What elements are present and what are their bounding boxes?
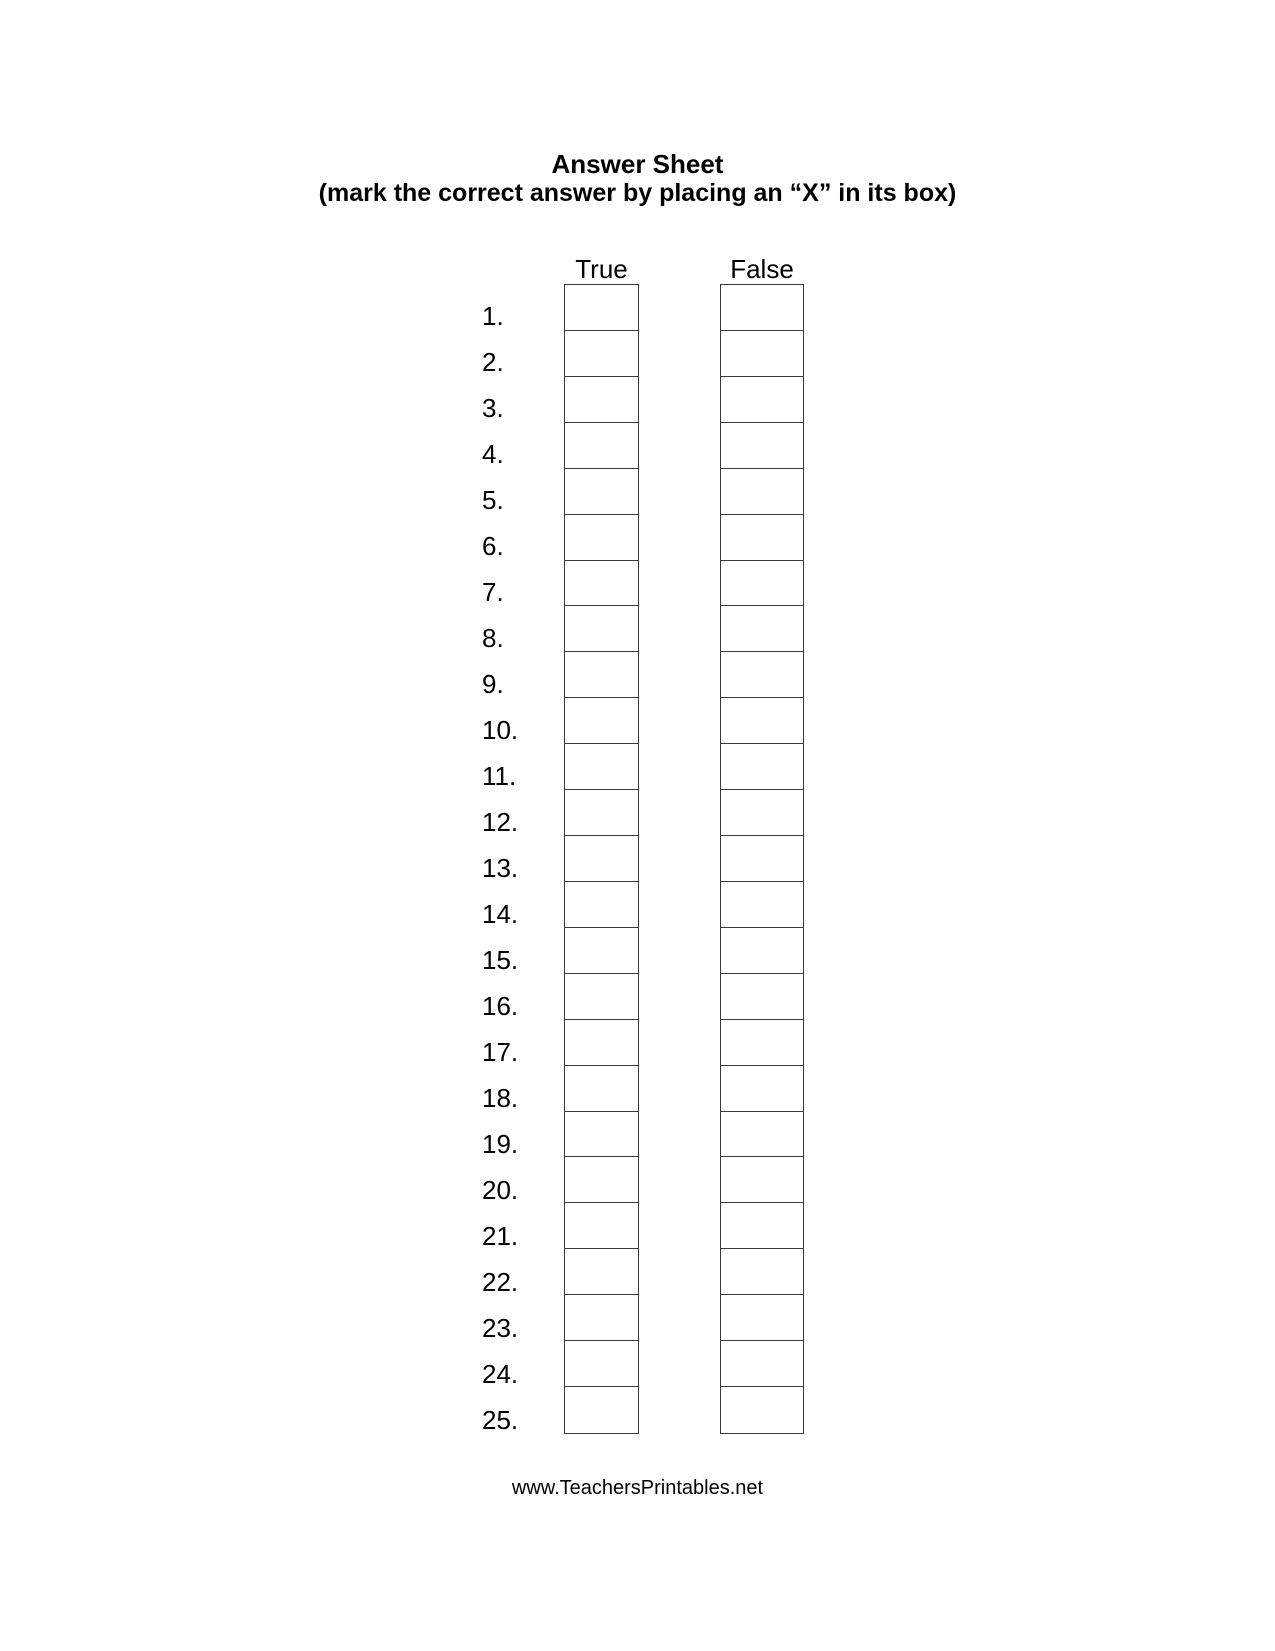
true-answer-box[interactable] bbox=[565, 561, 638, 607]
false-answer-box[interactable] bbox=[721, 515, 803, 561]
true-answer-box[interactable] bbox=[565, 377, 638, 423]
question-number: 19. bbox=[482, 1129, 519, 1159]
false-answer-column bbox=[720, 284, 804, 1434]
false-answer-box[interactable] bbox=[721, 790, 803, 836]
false-answer-box[interactable] bbox=[721, 1203, 803, 1249]
true-answer-box[interactable] bbox=[565, 1203, 638, 1249]
question-number: 21. bbox=[482, 1221, 519, 1251]
question-number: 9. bbox=[482, 669, 504, 699]
true-answer-box[interactable] bbox=[565, 882, 638, 928]
question-number: 17. bbox=[482, 1037, 519, 1067]
false-answer-box[interactable] bbox=[721, 423, 803, 469]
column-header-true: True bbox=[575, 254, 628, 284]
question-number: 11. bbox=[482, 761, 517, 791]
true-answer-box[interactable] bbox=[565, 423, 638, 469]
question-number: 13. bbox=[482, 853, 519, 883]
true-answer-box[interactable] bbox=[565, 928, 638, 974]
false-answer-box[interactable] bbox=[721, 331, 803, 377]
false-answer-box[interactable] bbox=[721, 652, 803, 698]
question-number: 15. bbox=[482, 945, 519, 975]
false-answer-box[interactable] bbox=[721, 1066, 803, 1112]
question-number: 18. bbox=[482, 1083, 519, 1113]
true-answer-box[interactable] bbox=[565, 1295, 638, 1341]
true-answer-box[interactable] bbox=[565, 1249, 638, 1295]
true-answer-box[interactable] bbox=[565, 698, 638, 744]
question-number: 24. bbox=[482, 1359, 519, 1389]
question-number: 6. bbox=[482, 531, 504, 561]
true-answer-box[interactable] bbox=[565, 836, 638, 882]
true-answer-box[interactable] bbox=[565, 1157, 638, 1203]
true-answer-box[interactable] bbox=[565, 469, 638, 515]
question-number: 25. bbox=[482, 1405, 519, 1435]
true-answer-box[interactable] bbox=[565, 790, 638, 836]
question-number: 12. bbox=[482, 807, 519, 837]
question-number: 14. bbox=[482, 899, 519, 929]
false-answer-box[interactable] bbox=[721, 882, 803, 928]
question-number-column bbox=[482, 284, 518, 1434]
false-answer-box[interactable] bbox=[721, 377, 803, 423]
true-answer-box[interactable] bbox=[565, 285, 638, 331]
true-answer-box[interactable] bbox=[565, 1112, 638, 1158]
true-answer-box[interactable] bbox=[565, 974, 638, 1020]
false-answer-box[interactable] bbox=[721, 1295, 803, 1341]
question-number: 2. bbox=[482, 347, 504, 377]
false-answer-box[interactable] bbox=[721, 1020, 803, 1066]
question-number: 3. bbox=[482, 393, 504, 423]
false-answer-box[interactable] bbox=[721, 1387, 803, 1433]
question-number: 8. bbox=[482, 623, 504, 653]
false-answer-box[interactable] bbox=[721, 1341, 803, 1387]
false-answer-box[interactable] bbox=[721, 1157, 803, 1203]
false-answer-box[interactable] bbox=[721, 1249, 803, 1295]
false-answer-box[interactable] bbox=[721, 606, 803, 652]
question-number: 22. bbox=[482, 1267, 519, 1297]
footer-url: www.TeachersPrintables.net bbox=[511, 1477, 764, 1499]
false-answer-box[interactable] bbox=[721, 974, 803, 1020]
true-answer-box[interactable] bbox=[565, 606, 638, 652]
false-answer-box[interactable] bbox=[721, 744, 803, 790]
question-number: 23. bbox=[482, 1313, 519, 1343]
false-answer-box[interactable] bbox=[721, 285, 803, 331]
false-answer-box[interactable] bbox=[721, 928, 803, 974]
false-answer-box[interactable] bbox=[721, 561, 803, 607]
question-number: 5. bbox=[482, 485, 504, 515]
true-answer-box[interactable] bbox=[565, 331, 638, 377]
question-number: 1. bbox=[482, 301, 504, 331]
page-title: Answer Sheet bbox=[551, 149, 724, 179]
true-answer-box[interactable] bbox=[565, 515, 638, 561]
false-answer-box[interactable] bbox=[721, 836, 803, 882]
true-answer-box[interactable] bbox=[565, 1387, 638, 1433]
column-header-false: False bbox=[730, 254, 794, 284]
true-answer-box[interactable] bbox=[565, 1341, 638, 1387]
false-answer-box[interactable] bbox=[721, 469, 803, 515]
true-answer-box[interactable] bbox=[565, 744, 638, 790]
question-number: 7. bbox=[482, 577, 504, 607]
false-answer-box[interactable] bbox=[721, 1112, 803, 1158]
question-number: 16. bbox=[482, 991, 519, 1021]
true-answer-box[interactable] bbox=[565, 1066, 638, 1112]
question-number: 4. bbox=[482, 439, 504, 469]
true-answer-column bbox=[564, 284, 639, 1434]
false-answer-box[interactable] bbox=[721, 698, 803, 744]
question-number: 20. bbox=[482, 1175, 519, 1205]
true-answer-box[interactable] bbox=[565, 652, 638, 698]
question-number: 10. bbox=[482, 715, 519, 745]
true-answer-box[interactable] bbox=[565, 1020, 638, 1066]
page-subtitle: (mark the correct answer by placing an “X” in its box) bbox=[318, 179, 957, 207]
